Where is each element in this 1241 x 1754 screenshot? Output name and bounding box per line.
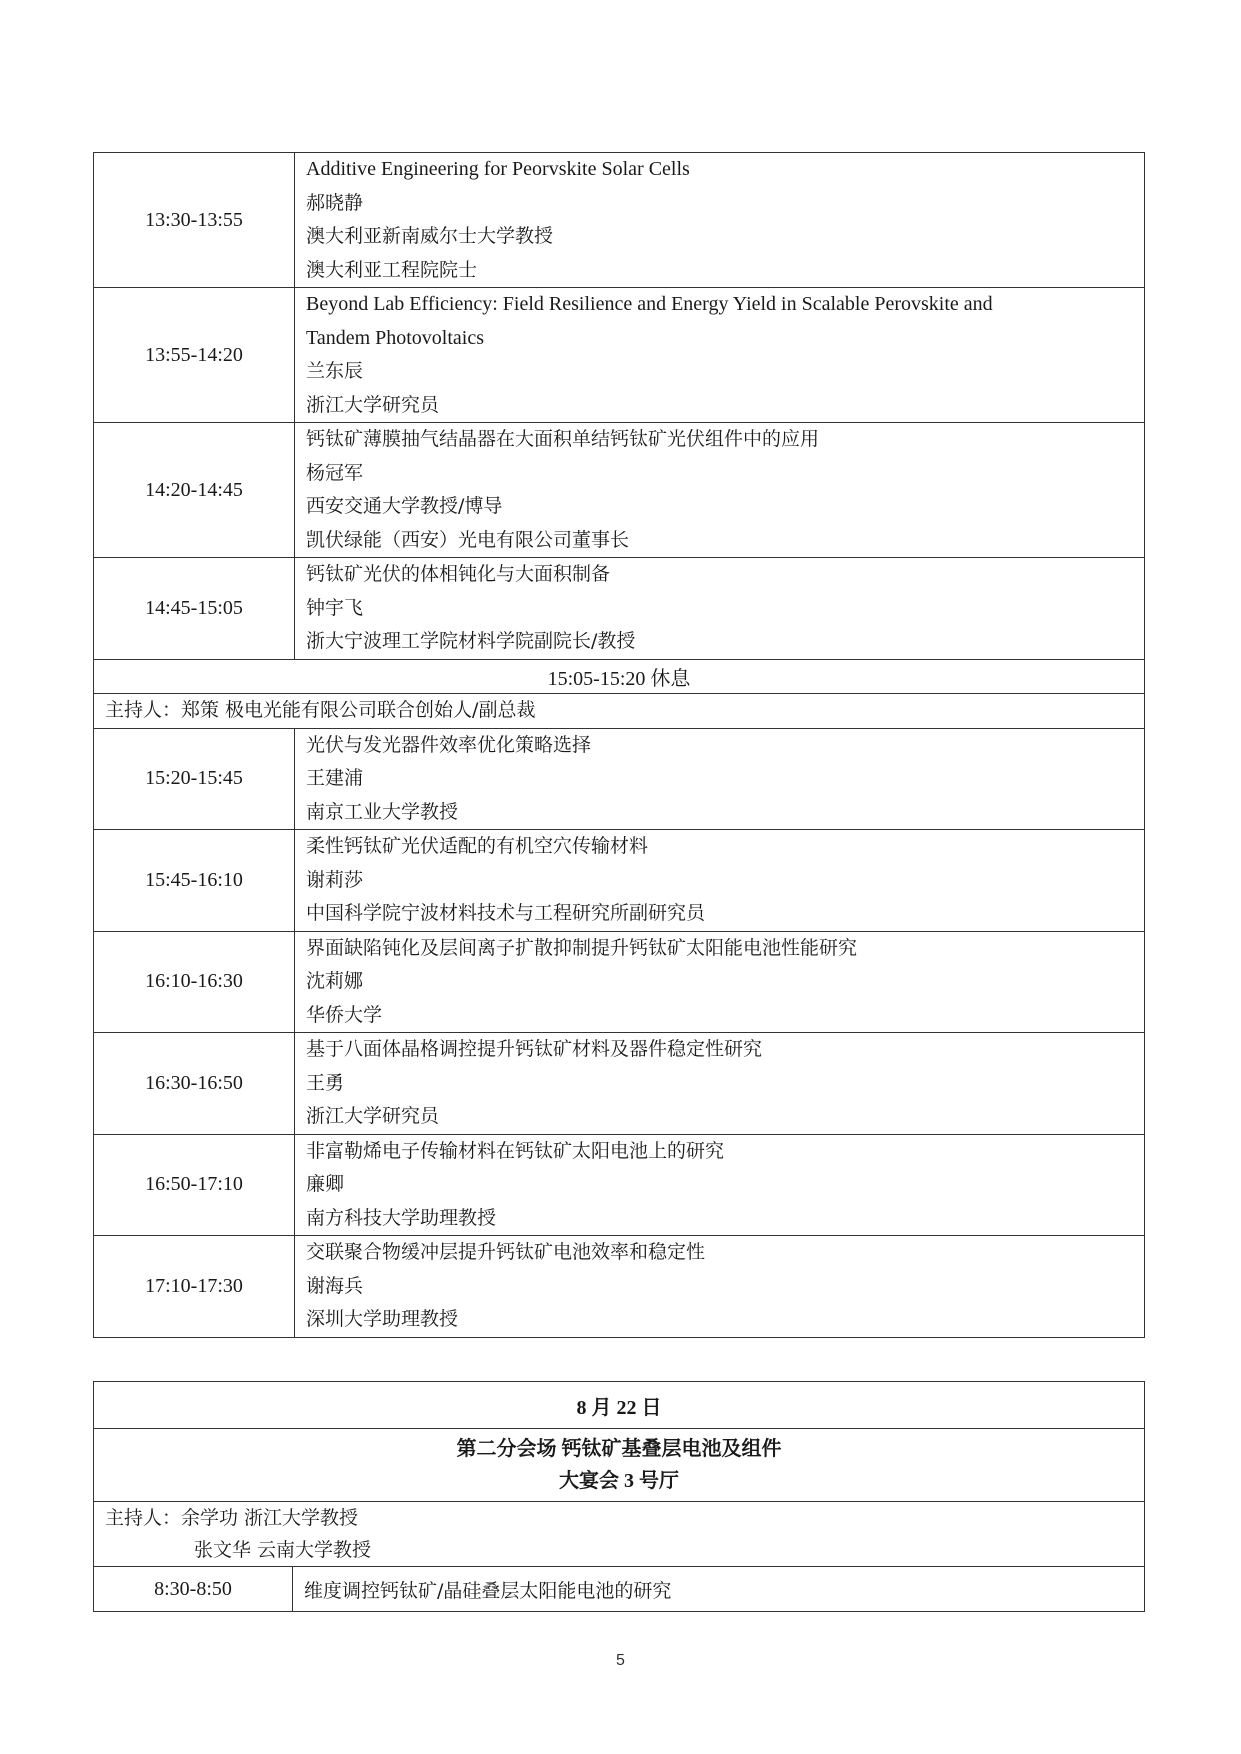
talk-detail-line: 廉卿: [306, 1173, 345, 1195]
talk-details: [295, 558, 1145, 660]
talk-detail-line: 谢海兵: [306, 1274, 364, 1297]
talk-title: Additive Engineering for Peorvskite Solar Cells: [306, 158, 690, 180]
talk-title: 界面缺陷钝化及层间离子扩散抑制提升钙钛矿太阳能电池性能研究: [306, 936, 858, 959]
talk-time: 8:30-8:50: [94, 1567, 293, 1612]
table-row: [94, 830, 1145, 932]
talk-details: [295, 153, 1145, 288]
table-row: [94, 288, 1145, 423]
table-row: [94, 1567, 1145, 1612]
talk-detail-line: 深圳大学助理教授: [306, 1308, 459, 1330]
talk-time: 14:45-15:05: [94, 558, 295, 660]
table-row: [94, 153, 1145, 288]
talk-detail-line: 谢莉莎: [306, 868, 364, 891]
talk-time: 15:45-16:10: [94, 830, 295, 932]
talk-detail-line: 浙江大学研究员: [306, 1105, 440, 1127]
talk-detail-line: 郝晓静: [306, 191, 364, 214]
talk-time: 17:10-17:30: [94, 1236, 295, 1338]
talk-detail-line: Tandem Photovoltaics: [306, 326, 485, 349]
session-row: [94, 1429, 1145, 1502]
host-row: [94, 694, 1145, 729]
talk-details: [295, 728, 1145, 830]
talk-detail-line: 沈莉娜: [306, 970, 364, 992]
talk-time: 13:55-14:20: [94, 288, 295, 423]
talk-detail-line: 西安交通大学教授/博导: [306, 495, 503, 517]
page-number: 5: [616, 1652, 625, 1669]
table-row: [94, 1236, 1145, 1338]
schedule-table-afternoon: [93, 152, 1145, 1338]
host-line-1: 主持人：余学功 浙江大学教授: [105, 1507, 359, 1529]
session-heading: [94, 1429, 1145, 1502]
host-text: 主持人：郑策 极电光能有限公司联合创始人/副总裁: [94, 694, 1145, 729]
talk-details: [295, 1033, 1145, 1135]
talk-title: 光伏与发光器件效率优化策略选择: [306, 733, 592, 756]
talk-detail-line: 钟宇飞: [306, 596, 364, 619]
date-row: [94, 1382, 1145, 1429]
table-row: [94, 931, 1145, 1033]
talk-detail-line: 浙江大学研究员: [306, 393, 440, 416]
host-cell: [94, 1502, 1145, 1567]
talk-title: 交联聚合物缓冲层提升钙钛矿电池效率和稳定性: [306, 1241, 706, 1263]
talk-detail-line: 浙大宁波理工学院材料学院副院长/教授: [306, 630, 636, 652]
talk-detail-line: 杨冠军: [306, 461, 364, 484]
talk-title: 维度调控钙钛矿/晶硅叠层太阳能电池的研究: [293, 1567, 1145, 1612]
talk-time: 16:10-16:30: [94, 931, 295, 1033]
date-heading: 8 月 22 日: [94, 1382, 1145, 1429]
talk-detail-line: 凯伏绿能（西安）光电有限公司董事长: [306, 528, 630, 551]
talk-title: 基于八面体晶格调控提升钙钛矿材料及器件稳定性研究: [306, 1038, 763, 1060]
talk-time: 14:20-14:45: [94, 423, 295, 558]
session-room: 大宴会 3 号厅: [559, 1470, 679, 1492]
talk-title: 钙钛矿光伏的体相钝化与大面积制备: [306, 563, 611, 585]
talk-detail-line: 王勇: [306, 1071, 345, 1094]
talk-details: [295, 830, 1145, 932]
talk-details: [295, 1236, 1145, 1338]
talk-time: 15:20-15:45: [94, 728, 295, 830]
talk-details: [295, 288, 1145, 423]
table-row: [94, 423, 1145, 558]
talk-time: 13:30-13:55: [94, 153, 295, 288]
talk-details: [295, 931, 1145, 1033]
talk-title: 非富勒烯电子传输材料在钙钛矿太阳电池上的研究: [306, 1139, 725, 1162]
talk-title: 柔性钙钛矿光伏适配的有机空穴传输材料: [306, 835, 649, 857]
break-row: [94, 659, 1145, 694]
talk-detail-line: 澳大利亚工程院院士: [306, 258, 478, 281]
talk-detail-line: 南方科技大学助理教授: [306, 1206, 497, 1229]
talk-details: [295, 1134, 1145, 1236]
talk-details: [295, 423, 1145, 558]
talk-title: Beyond Lab Efficiency: Field Resilience and Energy Yield in Scalable Perovskite and: [306, 293, 993, 315]
table-row: [94, 1033, 1145, 1135]
table-row: [94, 728, 1145, 830]
talk-detail-line: 中国科学院宁波材料技术与工程研究所副研究员: [306, 902, 706, 924]
talk-detail-line: 澳大利亚新南威尔士大学教授: [306, 225, 554, 247]
schedule-table-day2: [93, 1381, 1145, 1612]
talk-detail-line: 南京工业大学教授: [306, 800, 459, 823]
talk-detail-line: 王建浦: [306, 767, 364, 789]
host-row: [94, 1502, 1145, 1567]
table-row: [94, 1134, 1145, 1236]
table-row: [94, 558, 1145, 660]
talk-detail-line: 兰东辰: [306, 360, 364, 382]
talk-time: 16:30-16:50: [94, 1033, 295, 1135]
break-text: 15:05-15:20 休息: [94, 659, 1145, 694]
talk-title: 钙钛矿薄膜抽气结晶器在大面积单结钙钛矿光伏组件中的应用: [306, 428, 820, 450]
talk-detail-line: 华侨大学: [306, 1003, 383, 1026]
talk-time: 16:50-17:10: [94, 1134, 295, 1236]
host-line-2: 张文华 云南大学教授: [194, 1539, 372, 1561]
session-title: 第二分会场 钙钛矿基叠层电池及组件: [456, 1438, 782, 1460]
